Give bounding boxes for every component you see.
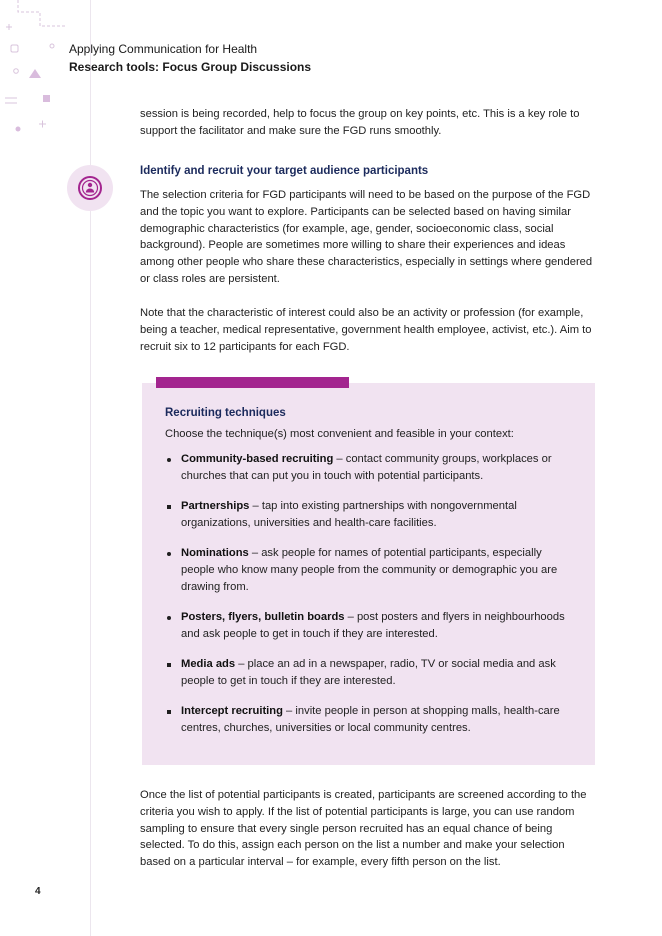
- list-item: [165, 545, 570, 595]
- techniques-list: [165, 451, 570, 750]
- header-series: Applying Communication for Health: [69, 42, 258, 56]
- bullet-icon: [167, 552, 171, 556]
- technique-desc: – post posters and flyers in neighbourhoods and ask people to get in touch if they are interested.: [181, 611, 565, 640]
- section-paragraph-criteria: The selection criteria for FGD participants will need to be based on the purpose of the FGD and the topic you want to explore. Participants can be selected based on having similar demographic characteristics (for example, age, gender, socioeconomic class, social background). People are sometimes more willing to share their experiences and ideas among other people who share these characteristics, especially in settings where gendered or class roles are persistent.: [140, 189, 593, 285]
- section-paragraph-characteristic: Note that the characteristic of interest could also be an activity or profession (for example, being a teacher, medical representative, government health employee, activist, etc.). Aim to recruit six to 12 participants for each FGD.: [140, 307, 592, 353]
- list-item: [165, 498, 570, 532]
- technique-desc: – ask people for names of potential participants, especially people who know many people from the community or demographic you are drawing from.: [181, 547, 558, 593]
- header-title: Research tools: Focus Group Discussions: [69, 60, 312, 74]
- page-header: [69, 40, 311, 76]
- technique-term: Partnerships: [181, 500, 250, 513]
- technique-term: Media ads: [181, 658, 236, 671]
- margin-rule: [90, 0, 91, 936]
- technique-desc: – place an ad in a newspaper, radio, TV or social media and ask people to get in touch if they are interested.: [181, 658, 556, 687]
- intro-paragraph: session is being recorded, help to focus the group on key points, etc. This is a key role to support the facilitator and make sure the FGD runs smoothly.: [140, 108, 580, 137]
- technique-term: Intercept recruiting: [181, 705, 283, 718]
- page-number: 4: [35, 886, 41, 897]
- technique-term: Posters, flyers, bulletin boards: [181, 611, 345, 624]
- technique-term: Community-based recruiting: [181, 453, 334, 465]
- list-item: [165, 656, 570, 690]
- closing-paragraph: Once the list of potential participants is created, participants are screened according to the criteria you wish to apply. If the list of potential participants is large, you can use random sampling to ensure that every single person recruited has an equal chance of being selected. To do this, assign each person on the list a number and make your selection based on a particular interval – for example, every fifth person on the list.: [140, 789, 587, 869]
- technique-desc: – contact community groups, workplaces or churches that can put you in touch with potential participants.: [181, 453, 552, 482]
- bullet-icon: [167, 616, 171, 620]
- list-item: [165, 703, 570, 737]
- section-heading: Identify and recruit your target audience participants: [140, 165, 429, 177]
- list-item: [165, 609, 570, 643]
- participant-target-icon: [67, 165, 113, 211]
- bullet-icon: [167, 710, 171, 714]
- box-title: Recruiting techniques: [165, 407, 286, 419]
- bullet-icon: [167, 458, 171, 462]
- technique-desc: – tap into existing partnerships with nongovernmental organizations, universities and health-care facilities.: [181, 500, 517, 529]
- bullet-icon: [167, 505, 171, 509]
- bullet-icon: [167, 663, 171, 667]
- box-intro: Choose the technique(s) most convenient and feasible in your context:: [165, 428, 514, 440]
- box-accent-bar: [156, 377, 349, 388]
- list-item: [165, 451, 570, 485]
- technique-term: Nominations: [181, 547, 249, 560]
- technique-desc: – invite people in person at shopping malls, health-care centres, churches, universities or local community centres.: [181, 705, 560, 735]
